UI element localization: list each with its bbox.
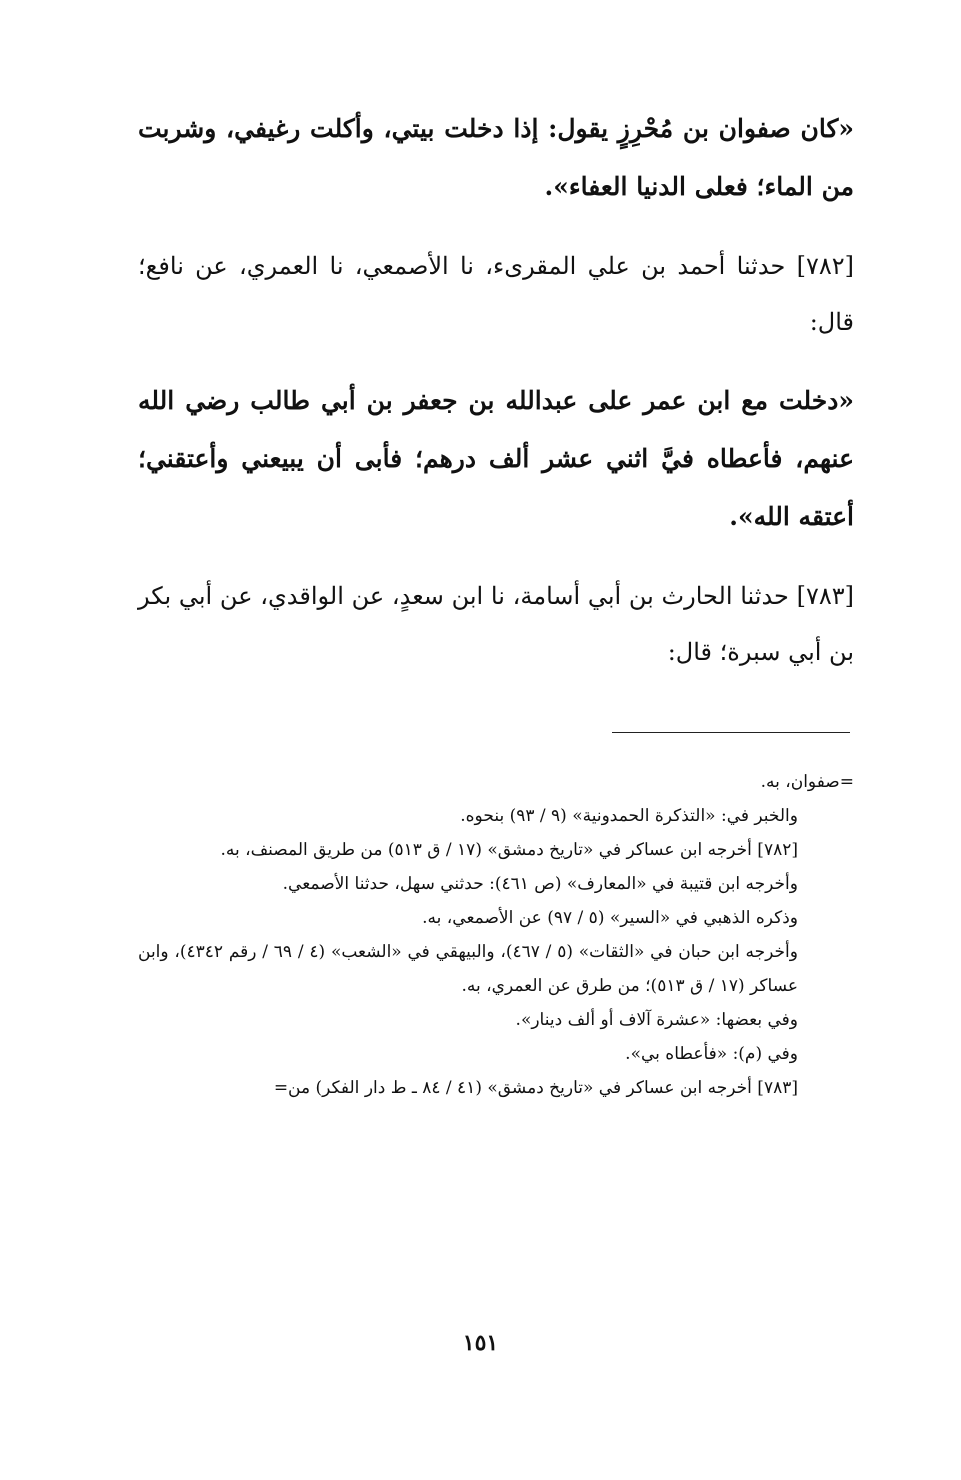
footnote-line: وفي (م): «فأعطاه بي». [625, 1044, 798, 1064]
footnote-line: وفي بعضها: «عشرة آلاف أو ألف دينار». [515, 1010, 798, 1030]
footnotes [138, 765, 854, 1105]
main-text [138, 100, 854, 680]
page-number: ١٥١ [462, 1330, 499, 1356]
quote-paragraph-1: «كان صفوان بن مُحْرِزٍ يقول: إذا دخلت بيتي، وأكلت رغيفي، وشربت من الماء؛ فعلى الدنيا العفاء». [138, 114, 854, 201]
footnote-line: والخبر في: «التذكرة الحمدونية» (٩ / ٩٣) بنحوه. [460, 806, 798, 826]
quote-paragraph-2: «دخلت مع ابن عمر على عبدالله بن جعفر بن أبي طالب رضي الله عنهم، فأعطاه فيَّ اثني عشر ألف درهم؛ فأبى أن يبيعني وأعتقني؛ أعتقه الله». [138, 386, 854, 531]
footnote-separator [612, 732, 850, 733]
footnote-line: وأخرجه ابن قتيبة في «المعارف» (ص ٤٦١): حدثني سهل، حدثنا الأصمعي. [282, 874, 798, 894]
narration-783: [٧٨٣] حدثنا الحارث بن أبي أسامة، نا ابن سعدٍ، عن الواقدي، عن أبي بكر بن أبي سبرة؛ قال: [138, 582, 855, 666]
footnote-line: =صفوان، به. [760, 772, 854, 792]
footnote-line: [٧٨٢] أخرجه ابن عساكر في «تاريخ دمشق» (١٧ / ق ٥١٣) من طريق المصنف، به. [220, 840, 798, 860]
footnote-line: وأخرجه ابن حبان في «الثقات» (٥ / ٤٦٧)، والبيهقي في «الشعب» (٤ / ٦٩ / رقم ٤٣٤٢)، وابن عساكر (١٧ / ق ٥١٣)؛ من طرق عن العمري، به. [138, 942, 798, 996]
footnote-line: وذكره الذهبي في «السير» (٥ / ٩٧) عن الأصمعي، به. [422, 908, 798, 928]
footnote-line: [٧٨٣] أخرجه ابن عساكر في «تاريخ دمشق» (٤١ / ٨٤ ـ ط دار الفكر) من= [273, 1078, 798, 1098]
narration-782: [٧٨٢] حدثنا أحمد بن علي المقرىء، نا الأصمعي، نا العمري، عن نافع؛ قال: [138, 252, 854, 336]
